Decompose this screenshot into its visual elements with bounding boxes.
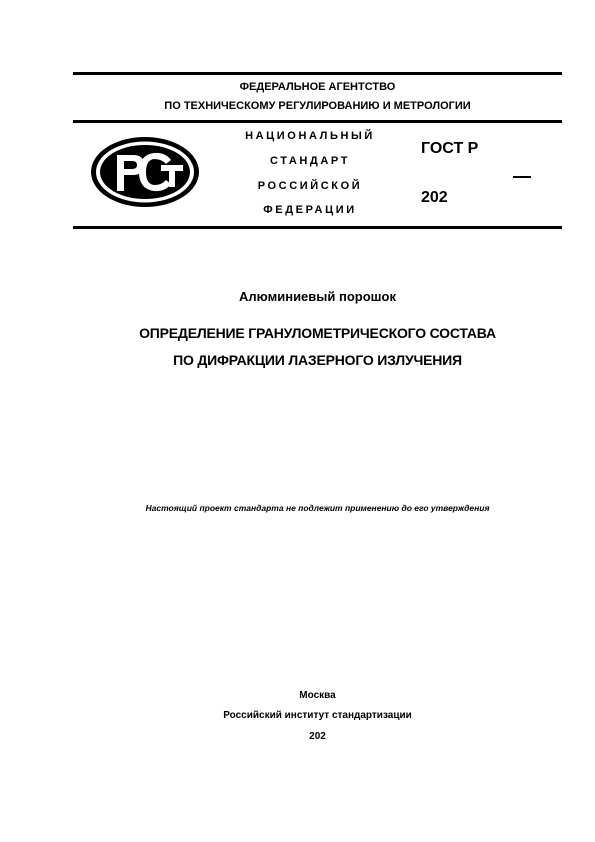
gost-code: ГОСТ Р bbox=[421, 140, 479, 157]
gost-number-dash bbox=[513, 176, 531, 178]
draft-notice: Настоящий проект стандарта не подлежит применению до его утверждения bbox=[145, 503, 490, 513]
standard-type-line2: СТАНДАРТ bbox=[269, 155, 351, 167]
standard-type-line4: ФЕДЕРАЦИИ bbox=[263, 204, 357, 216]
publisher-name: Российский институт стандартизации bbox=[223, 710, 412, 721]
document-title-line1: ОПРЕДЕЛЕНИЕ ГРАНУЛОМЕТРИЧЕСКОГО СОСТАВА bbox=[139, 325, 496, 341]
document-subject: Алюминиевый порошок bbox=[239, 289, 396, 304]
publication-year: 202 bbox=[309, 731, 326, 742]
gost-year: 202 bbox=[421, 189, 448, 206]
top-rule bbox=[73, 72, 562, 75]
standard-type-line1: НАЦИОНАЛЬНЫЙ bbox=[245, 130, 375, 142]
agency-name-line2: ПО ТЕХНИЧЕСКОМУ РЕГУЛИРОВАНИЮ И МЕТРОЛОГИИ bbox=[164, 100, 471, 112]
document-title-line2: ПО ДИФРАКЦИИ ЛАЗЕРНОГО ИЗЛУЧЕНИЯ bbox=[173, 352, 462, 368]
publication-city: Москва bbox=[299, 690, 336, 701]
agency-name-line1: ФЕДЕРАЛЬНОЕ АГЕНТСТВО bbox=[239, 81, 396, 93]
header-rule bbox=[73, 120, 562, 123]
standard-type-line3: РОССИЙСКОЙ bbox=[257, 180, 363, 192]
rst-certification-mark-icon bbox=[89, 135, 201, 209]
header-bottom-rule bbox=[73, 226, 562, 229]
